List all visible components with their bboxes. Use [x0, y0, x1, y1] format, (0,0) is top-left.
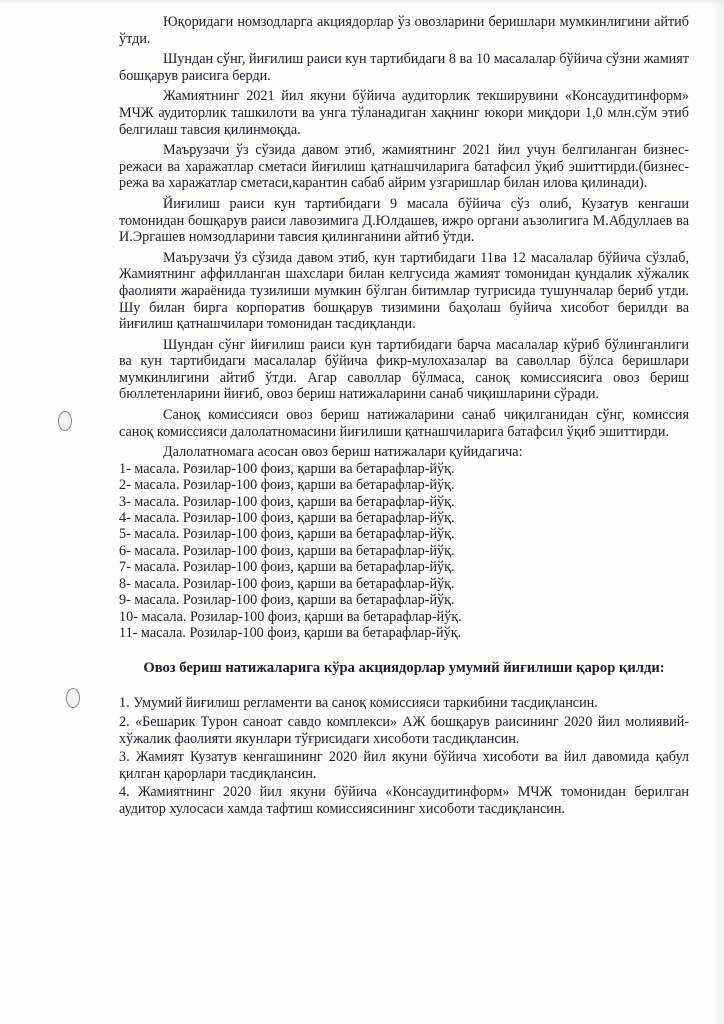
vote-result-item: 11- масала. Розилар-100 фоиз, қарши ва бетарафлар-йўқ.: [119, 624, 462, 641]
vote-result-item: 8- масала. Розилар-100 фоиз, қарши ва бетарафлар-йўқ.: [119, 575, 455, 592]
vote-result-item: 1- масала. Розилар-100 фоиз, қарши ва бетарафлар-йўқ.: [119, 460, 455, 477]
vote-result-item: 2- масала. Розилар-100 фоиз, қарши ва бетарафлар-йўқ.: [119, 477, 455, 494]
paragraph: Йиғилиш раиси кун тартибидаги 9 масала бўйича сўз олиб, Кузатув кенгаши томонидан бошқарув раиси лавозимига Д.Юлдашев, ижро органи аъзолигига М.Абдуллаев ва И.Эргашев номзодларини тавсия қилинганини айтиб ўтди.: [119, 195, 689, 246]
decision-item: [119, 714, 689, 747]
paragraphs: [119, 14, 689, 461]
punch-hole: [66, 688, 80, 708]
decision-text: Жамият Кузатув кенгашининг 2020 йил якуни бўйича хисоботи ва йил давомида қабул қилган қарорлари тасдиқлансин.: [119, 749, 689, 782]
vote-result-item: 9- масала. Розилар-100 фоиз, қарши ва бетарафлар-йўқ.: [119, 592, 455, 609]
paragraph: Маърузачи ўз сўзида давом этиб, жамиятнинг 2021 йил учун белгиланган бизнес-режаси ва харажатлар сметаси йиғилиш қатнашчиларига батафсил ўқиб эшиттирди.(бизнес-режа ва харажатлар сметаси,карантин сабаб айрим узгаришлар билан илова қилинади).: [119, 142, 689, 192]
decision-text: «Бешарик Турон саноат савдо комплекси» АЖ бошқарув раисининг 2020 йил молиявий-хўжалик фаолияти якунлари тўғрисидаги хисоботи тасдиқлансин.: [119, 713, 690, 747]
paragraph: Далолатномага асосан овоз бериш натижалари қуйидагича:: [163, 444, 523, 461]
paragraph: Шундан сўнг йиғилиш раиси кун тартибидаги барча масалалар кўриб бўлинганлиги ва кун тартибидаги масалалар бўйича фикр-мулохазалар ва саволлар бўлса беришлари мумкинлигини айтиб ўтди. Агар саволлар бўлмаса, саноқ комиссиясига овоз бериш бюллетенларини йиғиб, овоз бериш натижаларини санаб чиқишларини сўради.: [119, 336, 689, 403]
document-body: [119, 14, 689, 819]
paragraph: Шундан сўнг, йиғилиш раиси кун тартибидаги 8 ва 10 масалалар бўйича сўзни жамият бошқарув раисига берди.: [119, 51, 689, 84]
decision-item: [119, 749, 689, 782]
paragraph: Маърузачи ўз сўзида давом этиб, кун тартибидаги 11ва 12 масалалар бўйича сўзлаб, Жамиятнинг аффилланган шахслари билан келгусида жамият томонидан қундалик хўжалик фаолияти жараёнида тузилиши мумкин бўлган битимлар тугрисида тушунчалар бериб утди. Шу билан бирга корпоратив бошқарув тизимини баҳолаш буйича хисобот берилди ва йиғилиш қатнашчилари томонидан тасдиқланди.: [119, 249, 689, 333]
decision-text: Жамиятнинг 2020 йил якуни бўйича «Консаудитинформ» МЧЖ томонидан берилган аудитор хулосаси хамда тафтиш комиссиясининг хисоботи тасдиқлансин.: [119, 784, 690, 817]
vote-result-item: 7- масала. Розилар-100 фоиз, қарши ва бетарафлар-йўқ.: [119, 559, 455, 576]
paragraph: Жамиятнинг 2021 йил якуни бўйича аудиторлик текширувини «Консаудитинформ» МЧЖ аудиторлик ташкилоти ва унга тўланадиган хақнинг юкори миқдори 1,0 млн.сўм этиб белгилаш тавсия қилинмоқда.: [119, 88, 689, 138]
decision-number: 2.: [119, 713, 130, 730]
punch-hole: [58, 411, 72, 431]
scan-top-shadow: [0, 0, 724, 6]
vote-results-list: [119, 461, 689, 641]
decision-number: 3.: [119, 749, 130, 766]
paragraph: Саноқ комиссияси овоз бериш натижаларини санаб чиқилганидан сўнг, комиссия саноқ комиссияси далолатномасини йиғилиши қатнашчиларига батафсил ўқиб эшиттирди.: [119, 407, 689, 440]
vote-result-item: 3- масала. Розилар-100 фоиз, қарши ва бетарафлар-йўқ.: [119, 493, 455, 510]
decision-item: [119, 695, 689, 712]
vote-result-item: 6- масала. Розилар-100 фоиз, қарши ва бетарафлар-йўқ.: [119, 542, 455, 559]
scan-edge-shadow: [710, 0, 724, 1024]
paragraph: Юқоридаги номзодларга акциядорлар ўз овозларини беришлари мумкинлигини айтиб ўтди.: [119, 14, 689, 47]
vote-result-item: 4- масала. Розилар-100 фоиз, қарши ва бетарафлар-йўқ.: [119, 510, 455, 527]
decision-number: 4.: [119, 784, 130, 801]
decisions-list: [119, 695, 689, 817]
vote-result-item: 5- масала. Розилар-100 фоиз, қарши ва бетарафлар-йўқ.: [119, 526, 455, 543]
section-title: Овоз бериш натижаларига кўра акциядорлар умумий йиғилиши қарор қилди:: [143, 660, 665, 677]
vote-result-item: 10- масала. Розилар-100 фоиз, қарши ва бетарафлар-йўқ.: [119, 608, 462, 625]
decision-text: Умумий йиғилиш регламенти ва саноқ комиссияси таркибини тасдиқлансин.: [133, 695, 598, 712]
decision-number: 1.: [119, 695, 130, 712]
decision-item: [119, 784, 689, 817]
